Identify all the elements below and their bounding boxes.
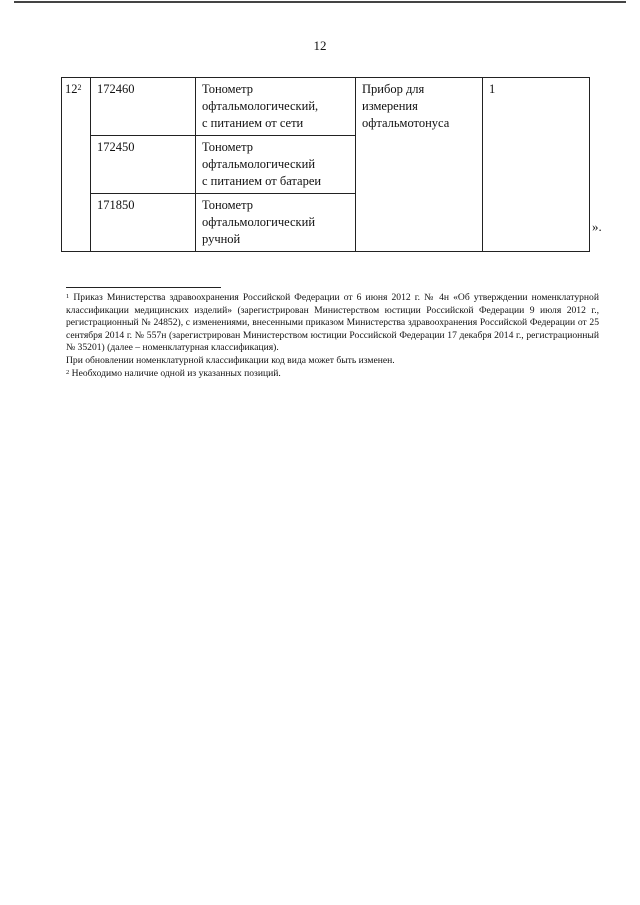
closing-quote: ». (592, 219, 602, 234)
page-number: 12 (313, 38, 327, 53)
device-name-cell (196, 136, 356, 194)
footnote-1-continuation: При обновлении номенклатурной классификации код вида может быть изменен. (66, 354, 395, 366)
footnote-text: Необходимо наличие одной из указанных позиций. (71, 367, 281, 379)
device-name-line: офтальмологический (202, 215, 316, 229)
purpose-line: Прибор для (362, 82, 425, 96)
device-name-line: Тонометр (202, 198, 253, 212)
footnote-mark: 2 (66, 368, 70, 376)
footnote-1 (66, 292, 599, 355)
row-number: 12 (65, 82, 78, 96)
row-number-cell (62, 78, 91, 252)
device-name-line: ручной (202, 232, 241, 246)
device-name-line: с питанием от батареи (202, 174, 322, 188)
footnote-mark: 1 (66, 293, 70, 300)
purpose-line: офтальмотонуса (362, 116, 450, 130)
code-cell (91, 136, 196, 194)
code-cell (91, 78, 196, 136)
device-name-line: Тонометр (202, 140, 253, 154)
purpose-line: измерения (362, 99, 418, 113)
footnote-2 (66, 368, 599, 381)
device-name-line: офтальмологический (202, 157, 316, 171)
purpose-cell (356, 78, 483, 252)
device-name-line: офтальмологический, (202, 99, 319, 113)
device-code: 172450 (97, 140, 135, 154)
device-code: 172460 (97, 82, 135, 96)
footnotes (66, 292, 599, 380)
top-border-line (14, 1, 626, 3)
code-cell (91, 194, 196, 252)
table-row (62, 78, 590, 136)
device-name-line: с питанием от сети (202, 116, 304, 130)
quantity-cell (483, 78, 590, 252)
device-name-cell (196, 78, 356, 136)
device-name-line: Тонометр (202, 82, 253, 96)
device-code: 171850 (97, 198, 135, 212)
device-name-cell (196, 194, 356, 252)
quantity-value: 1 (489, 82, 496, 96)
equipment-table (61, 77, 590, 252)
footnote-text: Приказ Министерства здравоохранения Российской Федерации от 6 июня 2012 г. № 4н «Об утверждении номенклатурной классификации медицинских изделий» (зарегистрирован Министерством юстиции Российской Федерации 9 июля 2012 г., регистрационный № 24852), с изменениями, внесенными приказом Министерства здравоохранения Российской Федерации от 25 сентября 2014 г. № 557н (зарегистрирован Министерством юстиции Российской Федерации 17 декабря 2014 г., регистрационный № 35201) (далее – номенклатурная классификация). (66, 292, 599, 354)
footnote-separator (66, 287, 221, 288)
footnote-ref-2: 2 (77, 83, 82, 92)
